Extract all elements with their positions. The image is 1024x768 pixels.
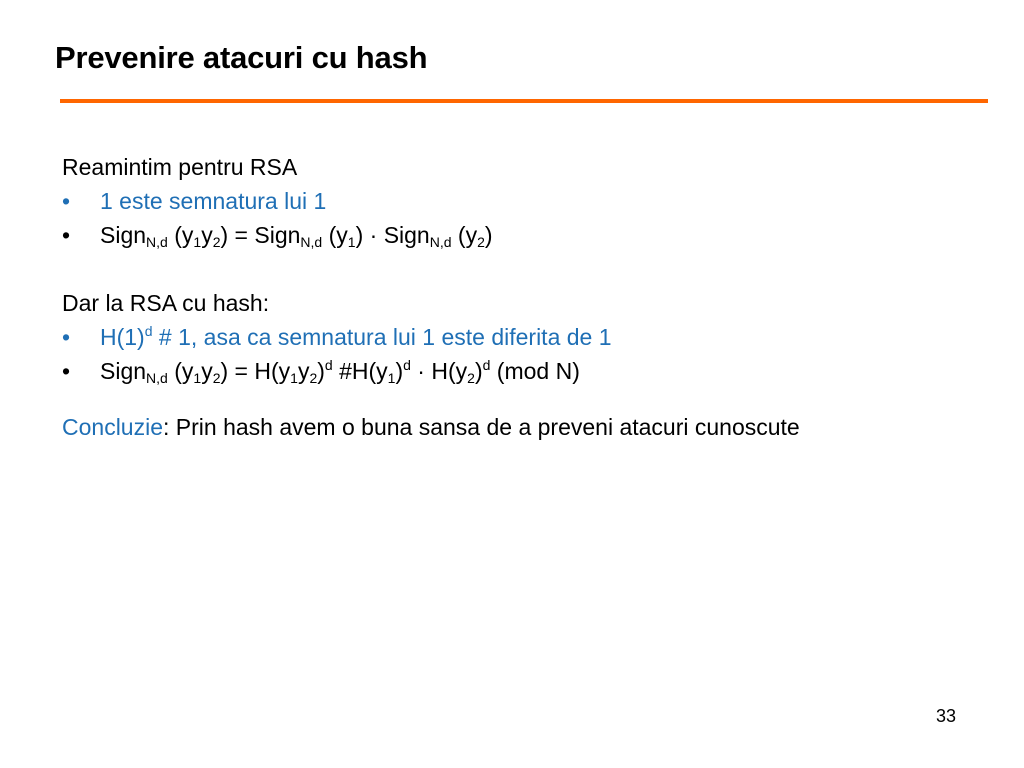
page-number: 33	[936, 706, 957, 726]
subscript: N,d	[146, 234, 168, 250]
formula-text: H(1)	[100, 324, 145, 350]
section2-heading: Dar la RSA cu hash:	[62, 290, 270, 316]
subscript: N,d	[429, 234, 452, 250]
formula-text: # 1, asa ca semnatura lui 1 este diferita de 1	[152, 324, 612, 350]
slide-title: Prevenire atacuri cu hash	[55, 40, 428, 75]
bullet-text: 1 este semnatura lui 1	[100, 188, 327, 214]
subscript: 1	[290, 370, 298, 386]
subscript: 1	[193, 234, 202, 250]
section2-bullet-1	[62, 320, 962, 354]
sign-text: Sign	[383, 222, 430, 248]
formula-text: y	[201, 358, 213, 384]
superscript: d	[324, 357, 333, 373]
subscript: 2	[309, 370, 318, 386]
title-underline	[60, 99, 988, 103]
subscript: 1	[387, 370, 396, 386]
formula-text: · H(y	[410, 358, 468, 384]
superscript: d	[403, 357, 411, 373]
formula-text: (y	[167, 222, 194, 248]
subscript: 1	[347, 234, 356, 250]
spacer	[62, 252, 962, 286]
formula-text: ) ·	[355, 222, 384, 248]
conclusion-text: : Prin hash avem o buna sansa de a preveni atacuri cunoscute	[163, 414, 800, 440]
subscript: N,d	[300, 234, 323, 250]
subscript: 1	[193, 370, 202, 386]
subscript: 2	[212, 370, 221, 386]
formula-text: (y	[167, 358, 194, 384]
formula-text: y	[297, 358, 310, 384]
section1-heading: Reamintim pentru RSA	[62, 154, 298, 180]
formula-text: )	[395, 358, 404, 384]
section1-bullet-2	[62, 218, 962, 252]
formula-text: )	[484, 222, 493, 248]
formula-text: #H(y	[332, 358, 388, 384]
conclusion-label: Concluzie	[62, 414, 163, 440]
formula-text: y	[201, 222, 213, 248]
bullet-dot: •	[62, 222, 71, 248]
section2-bullet-2	[62, 354, 962, 388]
sign-text: Sign	[254, 222, 301, 248]
subscript: N,d	[146, 370, 168, 386]
slide-body	[62, 150, 962, 444]
superscript: d	[482, 357, 491, 373]
section1-bullet-1	[62, 184, 962, 218]
sign-text: Sign	[100, 358, 147, 384]
subscript: 2	[212, 234, 221, 250]
superscript: d	[144, 323, 153, 339]
formula-text: ) = H(y	[220, 358, 291, 384]
formula-text: )	[317, 358, 325, 384]
formula-text: (y	[322, 222, 348, 248]
spacer	[62, 388, 962, 410]
formula-text: (mod N)	[490, 358, 580, 384]
formula-text: )	[474, 358, 483, 384]
subscript: 2	[467, 370, 475, 386]
conclusion	[62, 410, 962, 444]
subscript: 2	[477, 234, 485, 250]
bullet-dot: •	[62, 324, 71, 350]
formula-text: ) =	[220, 222, 255, 248]
bullet-dot: •	[62, 358, 71, 384]
sign-text: Sign	[100, 222, 147, 248]
bullet-dot: •	[62, 188, 71, 214]
formula-text: (y	[451, 222, 478, 248]
